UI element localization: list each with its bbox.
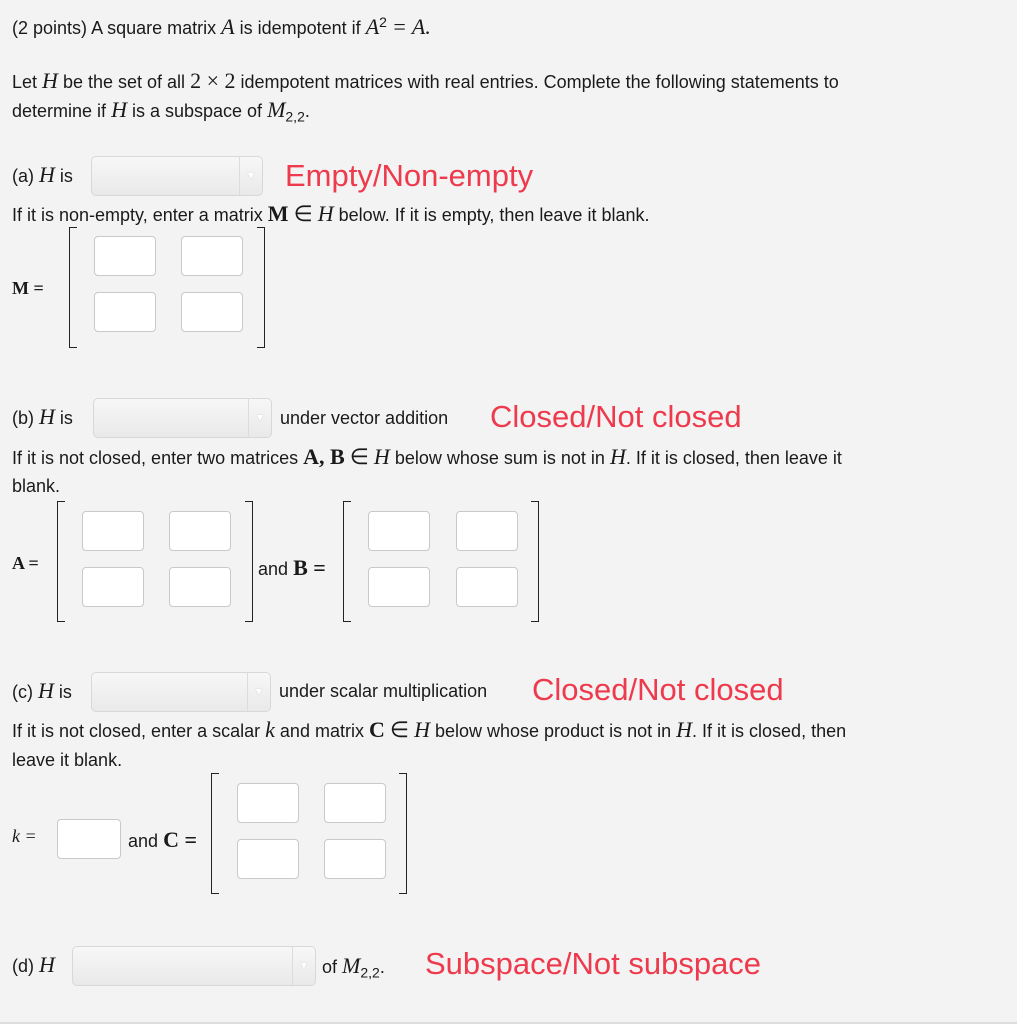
part-d-id: (d)	[12, 956, 34, 976]
part-a-is: is	[59, 166, 73, 186]
part-b-is: is	[59, 408, 73, 428]
eq-sup: 2	[379, 14, 387, 30]
part-c-instr3: below whose product is not in	[434, 721, 672, 741]
part-c-instr1: If it is not closed, enter a scalar	[12, 721, 261, 741]
matrix-a-label: A =	[12, 553, 39, 573]
part-a-m: M	[267, 201, 289, 226]
part-b-h3: H	[609, 444, 626, 469]
setup-period: .	[304, 101, 310, 121]
part-c-h: H	[38, 678, 54, 703]
part-d-select[interactable]	[72, 946, 316, 986]
eq-rest: = A.	[391, 14, 431, 39]
part-d-label	[12, 953, 55, 978]
part-d-after	[322, 953, 385, 981]
part-c-h3: H	[676, 717, 693, 742]
part-c-after: under scalar multiplication	[279, 681, 488, 701]
part-a-id: (a)	[12, 166, 34, 186]
matrix-a-cell-12[interactable]	[169, 511, 231, 551]
part-d-hint: Subspace/Not subspace	[425, 946, 762, 981]
matrix-b-cell-11[interactable]	[368, 511, 430, 551]
part-c-instr4: . If it is closed, then	[692, 721, 847, 741]
chevron-down-icon: ▼	[247, 673, 270, 711]
part-b-h2: H	[373, 444, 390, 469]
setup-m: M	[267, 97, 286, 122]
part-b-hint: Closed/Not closed	[490, 399, 742, 434]
matrix-b-cell-21[interactable]	[368, 567, 430, 607]
intro-line	[12, 10, 431, 40]
part-d-h: H	[39, 952, 55, 977]
part-b-h: H	[39, 404, 55, 429]
matrix-m-cell-22[interactable]	[181, 292, 243, 332]
part-b-in: ∈	[349, 444, 369, 469]
var-a: A	[221, 14, 235, 39]
part-c-k: k	[265, 717, 275, 742]
part-d-period: .	[379, 957, 385, 977]
part-a-in: ∈	[293, 201, 313, 226]
matrix-b-label: B =	[293, 555, 326, 580]
matrix-m-right-bracket	[257, 227, 265, 348]
matrix-m-cell-12[interactable]	[181, 236, 243, 276]
part-c-instructions	[12, 718, 846, 743]
setup-m-sub: 2,2	[285, 108, 305, 125]
setup-let: Let	[12, 72, 38, 92]
matrix-b-left-bracket	[343, 501, 351, 622]
part-c-is: is	[58, 682, 72, 702]
chevron-down-icon: ▼	[292, 947, 315, 985]
part-c-id: (c)	[12, 682, 33, 702]
matrix-c-left-bracket	[211, 773, 219, 894]
setup-text4: is a subspace of	[131, 101, 263, 121]
part-c-c: C	[368, 717, 385, 742]
matrix-c-label: C =	[163, 827, 197, 852]
part-b-after: under vector addition	[280, 408, 449, 428]
part-d-m-sub: 2,2	[360, 964, 380, 981]
setup-text2: idempotent matrices with real entries. Complete the following statements to	[240, 72, 839, 92]
intro-text: A square matrix	[91, 18, 217, 38]
matrix-m-cell-21[interactable]	[94, 292, 156, 332]
part-b-instr3: . If it is closed, then leave it	[625, 448, 842, 468]
part-a-h2: H	[317, 201, 334, 226]
part-a-select[interactable]	[91, 156, 263, 196]
k-input[interactable]	[57, 819, 121, 859]
matrix-m-left-bracket	[69, 227, 77, 348]
setup-h2: H	[111, 97, 127, 122]
part-d-m: M	[342, 953, 361, 978]
part-b-and	[258, 555, 326, 581]
part-b-and-text: and	[258, 559, 289, 579]
part-b-select[interactable]	[93, 398, 272, 438]
part-d-of: of	[322, 957, 338, 977]
matrix-c-cell-12[interactable]	[324, 783, 386, 823]
part-b-instructions-2: blank.	[12, 476, 61, 496]
chevron-down-icon: ▼	[248, 399, 271, 437]
part-c-and	[128, 827, 197, 853]
part-c-and-text: and	[128, 831, 159, 851]
part-b-id: (b)	[12, 408, 34, 428]
matrix-m-cell-11[interactable]	[94, 236, 156, 276]
eq-a: A	[365, 14, 380, 39]
matrix-c-right-bracket	[399, 773, 407, 894]
matrix-b-right-bracket	[531, 501, 539, 622]
part-a-instr2: below. If it is empty, then leave it blank.	[338, 205, 650, 225]
setup-dims: 2 × 2	[190, 68, 236, 93]
matrix-a-cell-21[interactable]	[82, 567, 144, 607]
intro-text2: is idempotent if	[239, 18, 361, 38]
part-c-in: ∈	[389, 717, 410, 742]
setup-line-1	[12, 69, 839, 94]
part-a-instr1: If it is non-empty, enter a matrix	[12, 205, 263, 225]
part-a-label	[12, 163, 73, 188]
matrix-c-cell-21[interactable]	[237, 839, 299, 879]
k-label: k =	[12, 826, 37, 846]
part-c-label	[12, 679, 72, 704]
matrix-a-cell-22[interactable]	[169, 567, 231, 607]
matrix-m-label: M =	[12, 278, 44, 298]
part-a-h: H	[39, 162, 55, 187]
part-b-instructions	[12, 445, 842, 470]
chevron-down-icon: ▼	[239, 157, 262, 195]
matrix-a-cell-11[interactable]	[82, 511, 144, 551]
setup-line-2	[12, 98, 310, 129]
setup-text1: be the set of all	[62, 72, 186, 92]
points-label: (2 points)	[12, 18, 88, 38]
part-c-instructions-2: leave it blank.	[12, 750, 123, 770]
matrix-b-cell-22[interactable]	[456, 567, 518, 607]
part-b-ab: A, B	[303, 444, 345, 469]
matrix-c-cell-11[interactable]	[237, 783, 299, 823]
part-c-hint: Closed/Not closed	[532, 672, 784, 707]
setup-h: H	[42, 68, 58, 93]
part-a-instructions	[12, 202, 649, 227]
part-b-instr2: below whose sum is not in	[394, 448, 605, 468]
part-a-hint: Empty/Non-empty	[285, 158, 534, 193]
part-c-instr2: and matrix	[279, 721, 364, 741]
matrix-b-cell-12[interactable]	[456, 511, 518, 551]
matrix-c-cell-22[interactable]	[324, 839, 386, 879]
part-c-h2: H	[414, 717, 430, 742]
part-b-instr1: If it is not closed, enter two matrices	[12, 448, 299, 468]
matrix-a-left-bracket	[57, 501, 65, 622]
matrix-a-right-bracket	[245, 501, 253, 622]
part-c-select[interactable]	[91, 672, 271, 712]
setup-text3: determine if	[12, 101, 107, 121]
part-b-label	[12, 405, 73, 430]
